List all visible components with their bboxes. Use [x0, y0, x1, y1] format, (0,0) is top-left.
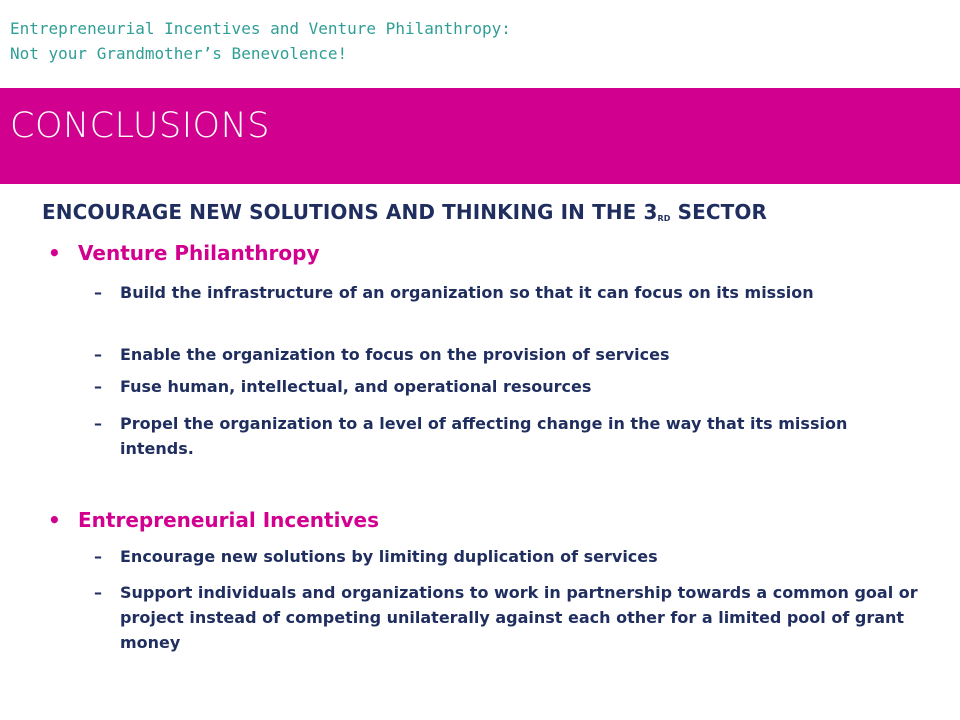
- bullet-dot: •: [48, 241, 61, 265]
- heading-text-end: SECTOR: [670, 200, 767, 224]
- bullet-entrepreneurial-incentives: [48, 508, 379, 532]
- bullet-dot: •: [48, 508, 61, 532]
- list-item: [94, 580, 920, 655]
- presentation-subtitle: [10, 16, 511, 66]
- list-item-text: Fuse human, intellectual, and operational resources: [120, 377, 592, 396]
- list-item-text: Encourage new solutions by limiting duplication of services: [120, 547, 658, 566]
- dash-marker: –: [94, 583, 102, 602]
- slide-title: CONCLUSIONS: [10, 106, 270, 146]
- list-item-text: Enable the organization to focus on the provision of services: [120, 345, 670, 364]
- bullet-title: Entrepreneurial Incentives: [78, 508, 379, 532]
- list-item: [94, 374, 920, 399]
- list-item-text: Build the infrastructure of an organization so that it can focus on its mission: [120, 283, 814, 302]
- dash-marker: –: [94, 414, 102, 433]
- subtitle-line-2: Not your Grandmother’s Benevolence!: [10, 44, 348, 63]
- list-item: [94, 411, 920, 461]
- subtitle-line-1: Entrepreneurial Incentives and Venture Philanthropy:: [10, 19, 511, 38]
- list-item-text: Support individuals and organizations to work in partnership towards a common goal or project instead of competing unilaterally against each other for a limited pool of grant money: [120, 583, 918, 652]
- heading-text: ENCOURAGE NEW SOLUTIONS AND THINKING IN THE 3: [42, 200, 658, 224]
- dash-marker: –: [94, 283, 102, 302]
- dash-marker: –: [94, 345, 102, 364]
- bullet-venture-philanthropy: [48, 241, 319, 265]
- list-item: [94, 280, 920, 305]
- list-item: [94, 544, 920, 569]
- dash-marker: –: [94, 377, 102, 396]
- heading-superscript: RD: [657, 214, 671, 223]
- list-item: [94, 342, 920, 367]
- section-heading: [42, 200, 767, 224]
- bullet-title: Venture Philanthropy: [78, 241, 320, 265]
- dash-marker: –: [94, 547, 102, 566]
- list-item-text: Propel the organization to a level of affecting change in the way that its mission intends.: [120, 414, 848, 458]
